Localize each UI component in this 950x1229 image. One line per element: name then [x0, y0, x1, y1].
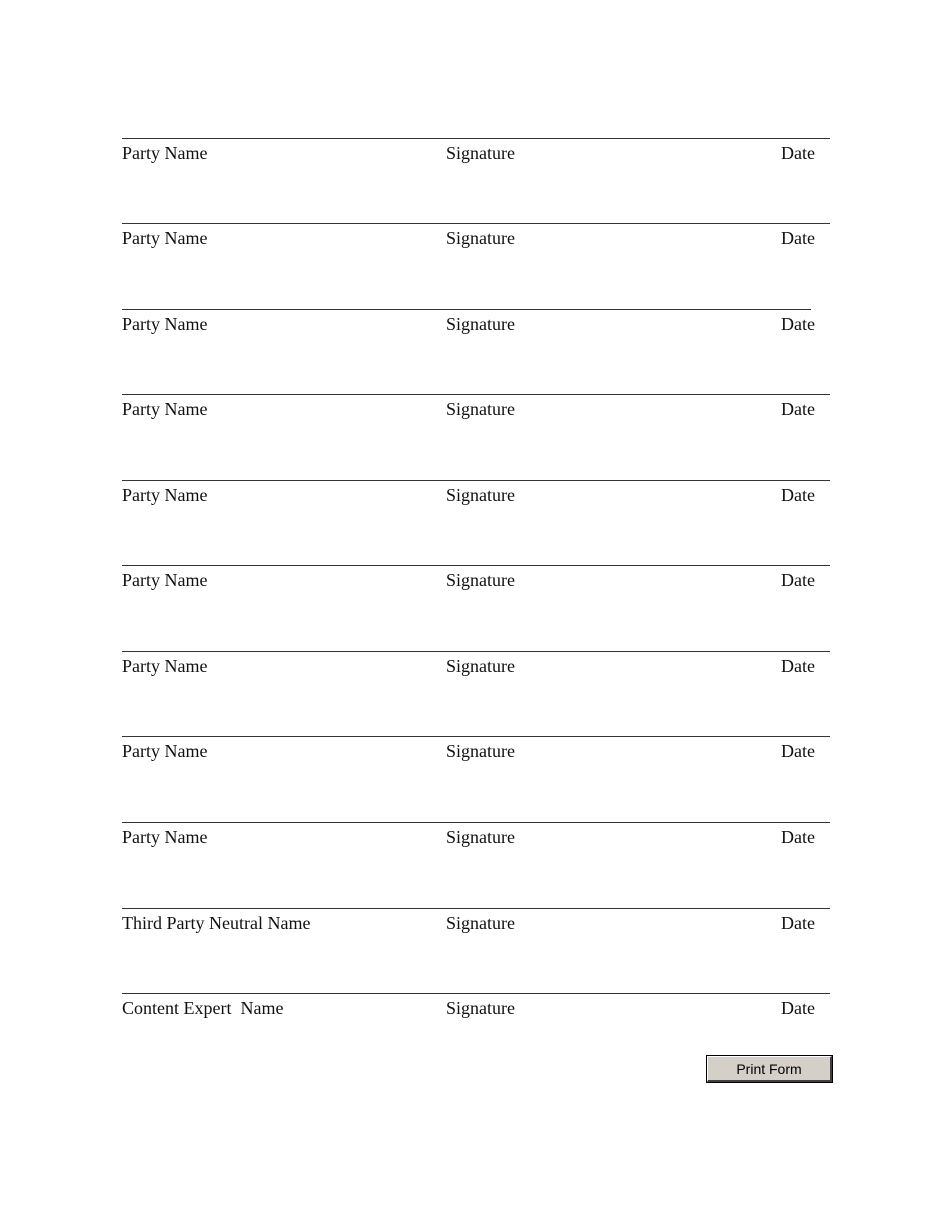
signature-block — [122, 993, 830, 1033]
signature-block — [122, 223, 830, 263]
date-label: Date — [781, 485, 815, 505]
signature-label: Signature — [446, 485, 515, 505]
signature-block — [122, 138, 830, 178]
date-label: Date — [781, 656, 815, 676]
date-label: Date — [781, 913, 815, 933]
signature-line[interactable] — [122, 822, 830, 823]
party-name-label: Party Name — [122, 399, 208, 419]
party-name-label: Party Name — [122, 570, 208, 590]
signature-block — [122, 651, 830, 691]
signature-label: Signature — [446, 827, 515, 847]
date-label: Date — [781, 741, 815, 761]
signature-label: Signature — [446, 913, 515, 933]
date-label: Date — [781, 570, 815, 590]
party-name-label: Party Name — [122, 656, 208, 676]
signature-block — [122, 565, 830, 605]
party-name-label: Party Name — [122, 228, 208, 248]
signature-label: Signature — [446, 228, 515, 248]
signature-label: Signature — [446, 143, 515, 163]
signature-block — [122, 394, 830, 434]
party-name-label: Party Name — [122, 485, 208, 505]
party-name-label: Party Name — [122, 827, 208, 847]
signature-line[interactable] — [122, 309, 811, 310]
date-label: Date — [781, 314, 815, 334]
signature-line[interactable] — [122, 993, 830, 994]
signature-line[interactable] — [122, 736, 830, 737]
party-name-label: Party Name — [122, 314, 208, 334]
date-label: Date — [781, 827, 815, 847]
signature-block — [122, 908, 830, 948]
party-name-label: Party Name — [122, 741, 208, 761]
neutral-name-label: Third Party Neutral Name — [122, 913, 311, 933]
signature-label: Signature — [446, 570, 515, 590]
signature-line[interactable] — [122, 138, 830, 139]
signature-block — [122, 309, 830, 349]
signature-label: Signature — [446, 314, 515, 334]
date-label: Date — [781, 143, 815, 163]
party-name-label: Party Name — [122, 143, 208, 163]
signature-block — [122, 480, 830, 520]
signature-block — [122, 736, 830, 776]
date-label: Date — [781, 228, 815, 248]
content-expert-name-label: Content Expert Name — [122, 998, 284, 1018]
signature-label: Signature — [446, 656, 515, 676]
signature-line[interactable] — [122, 480, 830, 481]
signature-label: Signature — [446, 998, 515, 1018]
signature-label: Signature — [446, 741, 515, 761]
print-form-button[interactable]: Print Form — [707, 1056, 832, 1082]
signature-line[interactable] — [122, 651, 830, 652]
signature-block — [122, 822, 830, 862]
signature-label: Signature — [446, 399, 515, 419]
date-label: Date — [781, 399, 815, 419]
signature-line[interactable] — [122, 908, 830, 909]
signature-line[interactable] — [122, 565, 830, 566]
date-label: Date — [781, 998, 815, 1018]
signature-line[interactable] — [122, 223, 830, 224]
signature-line[interactable] — [122, 394, 830, 395]
